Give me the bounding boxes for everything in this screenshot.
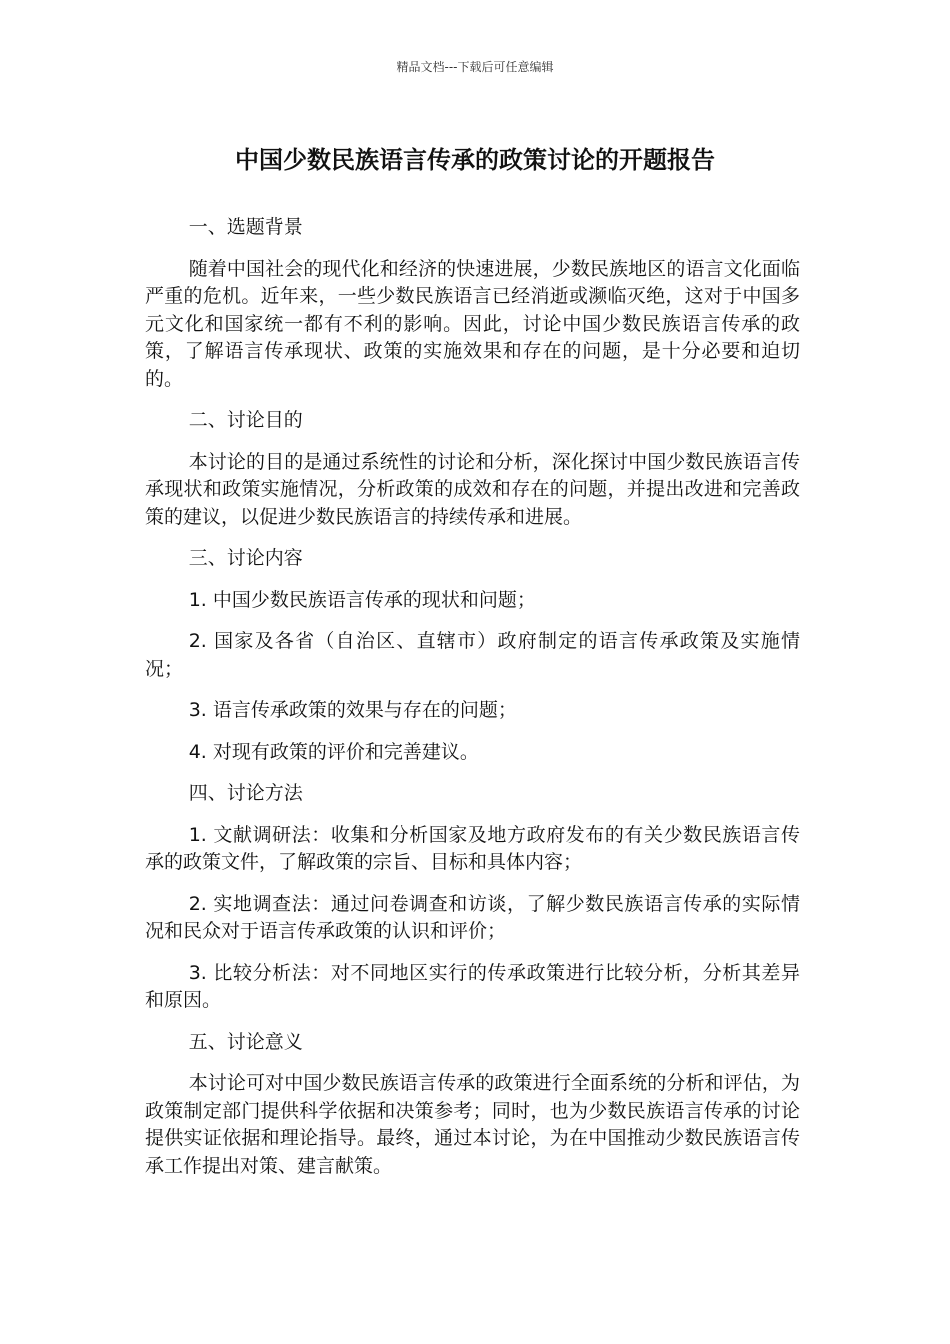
section-heading-content: 三、讨论内容 <box>188 547 303 569</box>
document-body <box>145 214 800 1194</box>
list-item-method-3: 3. 比较分析法：对不同地区实行的传承政策进行比较分析，分析其差异和原因。 <box>145 961 800 1011</box>
list-item-method-1: 1. 文献调研法：收集和分析国家及地方政府发布的有关少数民族语言传承的政策文件，了解政策的宗旨、目标和具体内容； <box>145 823 800 873</box>
list-item-content-1: 1. 中国少数民族语言传承的现状和问题； <box>188 588 536 611</box>
paragraph-purpose: 本讨论的目的是通过系统性的讨论和分析，深化探讨中国少数民族语言传承现状和政策实施情况，分析政策的成效和存在的问题，并提出改进和完善政策的建议，以促进少数民族语言的持续传承和进展。 <box>145 450 800 528</box>
paragraph-background: 随着中国社会的现代化和经济的快速进展，少数民族地区的语言文化面临严重的危机。近年来，一些少数民族语言已经消逝或濒临灭绝，这对于中国多元文化和国家统一都有不利的影响。因此，讨论中国少数民族语言传承的政策，了解语言传承现状、政策的实施效果和存在的问题，是十分必要和迫切的。 <box>145 257 800 390</box>
section-heading-purpose: 二、讨论目的 <box>188 409 303 431</box>
list-item-method-2: 2. 实地调查法：通过问卷调查和访谈，了解少数民族语言传承的实际情况和民众对于语言传承政策的认识和评价； <box>145 892 800 942</box>
list-item-content-2: 2. 国家及各省（自治区、直辖市）政府制定的语言传承政策及实施情况； <box>145 630 800 680</box>
list-item-content-4: 4. 对现有政策的评价和完善建议。 <box>188 740 479 763</box>
section-heading-method: 四、讨论方法 <box>188 782 303 804</box>
list-item-content-3: 3. 语言传承政策的效果与存在的问题； <box>188 699 517 721</box>
section-heading-significance: 五、讨论意义 <box>188 1030 303 1053</box>
document-title: 中国少数民族语言传承的政策讨论的开题报告 <box>235 146 715 174</box>
paragraph-significance: 本讨论可对中国少数民族语言传承的政策进行全面系统的分析和评估，为政策制定部门提供科学依据和决策参考；同时，也为少数民族语言传承的讨论提供实证依据和理论指导。最终，通过本讨论，为在中国推动少数民族语言传承工作提出对策、建言献策。 <box>145 1072 800 1177</box>
header-note: 精品文档---下载后可任意编辑 <box>396 60 554 74</box>
section-heading-background: 一、选题背景 <box>188 216 303 238</box>
